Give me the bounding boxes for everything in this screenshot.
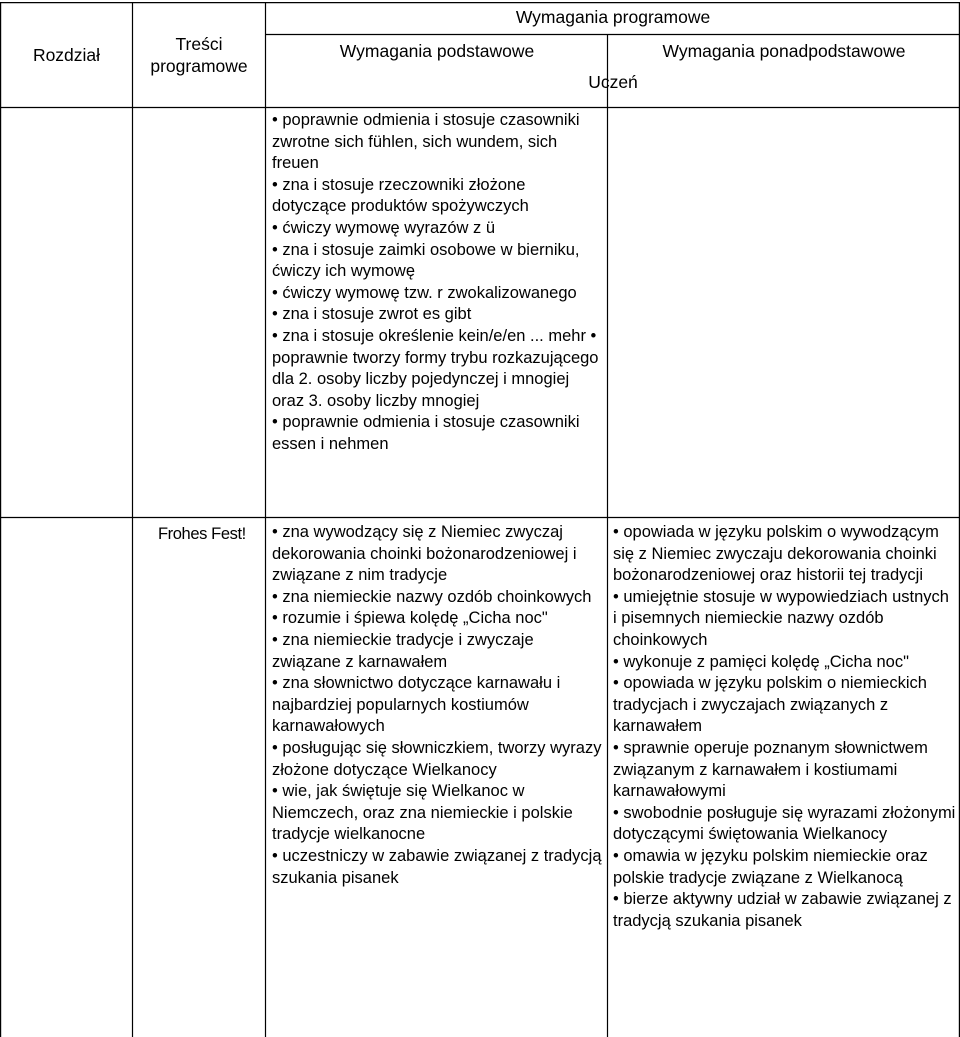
list-item: • sprawnie operuje poznanym słownictwem związanym z karnawałem i kostiumami karnawałowymi <box>613 738 928 801</box>
list-item: • wie, jak świętuje się Wielkanoc w Niemczech, oraz zna niemieckie i polskie tradycje wielkanocne <box>272 782 573 844</box>
list-item: • zna i stosuje zwrot es gibt <box>272 305 472 324</box>
list-item: • umiejętnie stosuje w wypowiedziach ustnych i pisemnych niemieckie nazwy ozdób choinkowych <box>613 587 949 649</box>
list-item: • opowiada w języku polskim o niemieckich tradycjach i zwyczajach związanych z karnawałem <box>613 674 927 736</box>
row1-wymagania-podstawowe <box>272 110 604 456</box>
list-item: • wykonuje z pamięci kolędę „Cicha noc" <box>613 652 909 671</box>
list-item: • poprawnie odmienia i stosuje czasowniki zwrotne sich fühlen, sich wundem, sich freuen <box>272 111 580 173</box>
list-item: • zna słownictwo dotyczące karnawału i najbardziej popularnych kostiumów karnawałowych <box>272 674 561 736</box>
list-item: • posługując się słowniczkiem, tworzy wyrazy złożone dotyczące Wielkanocy <box>272 738 602 779</box>
rozdzial-title: Frohes Fest! <box>158 525 246 543</box>
list-item: • omawia w języku polskim niemieckie oraz polskie tradycje związane z Wielkanocą <box>613 846 928 887</box>
list-item: • swobodnie posługuje się wyrazami złożonymi dotyczącymi świętowania Wielkanocy <box>613 803 956 844</box>
list-item: • zna i stosuje zaimki osobowe w bierniku, ćwiczy ich wymowę <box>272 240 580 281</box>
row2-wymagania-podstawowe <box>272 522 604 889</box>
list-item: • poprawnie odmienia i stosuje czasowniki essen i nehmen <box>272 413 580 453</box>
list-item: • zna wywodzący się z Niemiec zwyczaj dekorowania choinki bożonarodzeniowej i związane z nim tradycje <box>272 523 577 585</box>
header-wymagania-podstawowe: Wymagania podstawowe <box>339 41 535 61</box>
list-item: • zna niemieckie nazwy ozdób choinkowych <box>272 587 592 606</box>
header-rozdzial: Rozdział <box>32 45 101 65</box>
list-item: • ćwiczy wymowę wyrazów z ü <box>272 218 496 237</box>
row2-wymagania-ponadpodstawowe <box>613 522 956 932</box>
header-tresci-programowe: Treści programowe <box>150 34 248 76</box>
header-wymagania-ponadpodstawowe: Wymagania ponadpodstawowe <box>662 41 906 61</box>
list-item: • ćwiczy wymowę tzw. r zwokalizowanego <box>272 283 577 302</box>
list-item: • zna i stosuje rzeczowniki złożone dotyczące produktów spożywczych <box>272 175 529 216</box>
header-wymagania-programowe: Wymagania programowe <box>515 7 711 27</box>
header-uczen: Uczeń <box>588 72 638 92</box>
list-item: • zna i stosuje określenie kein/e/en ... mehr • poprawnie tworzy formy trybu rozkazującego dla 2. osoby liczby pojedynczej i mnogiej oraz 3. osoby liczby mnogiej <box>272 326 599 410</box>
list-item: • zna niemieckie tradycje i zwyczaje związane z karnawałem <box>272 630 534 671</box>
list-item: • uczestniczy w zabawie związanej z tradycją szukania pisanek <box>272 846 602 887</box>
list-item: • rozumie i śpiewa kolędę „Cicha noc" <box>272 609 548 628</box>
list-item: • bierze aktywny udział w zabawie związanej z tradycją szukania pisanek <box>613 890 952 930</box>
list-item: • opowiada w języku polskim o wywodzącym się z Niemiec zwyczaju dekorowania choinki bożonarodzeniowej oraz historii tej tradycji <box>613 523 939 585</box>
